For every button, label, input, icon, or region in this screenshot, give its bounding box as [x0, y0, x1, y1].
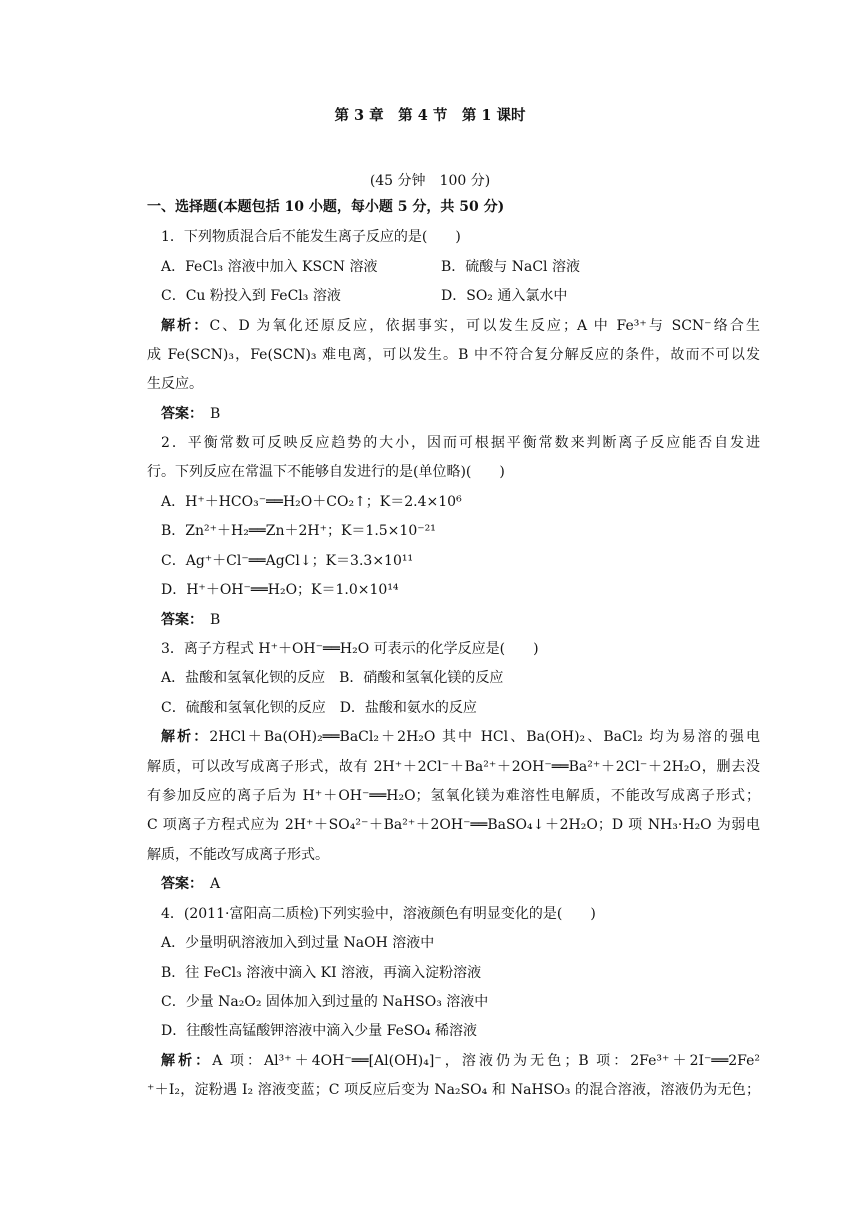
answer-label: 答案：: [161, 612, 196, 628]
q4-analysis-line: [161, 1051, 760, 1071]
q2-stem: 2．平衡常数可反映反应趋势的大小，因而可根据平衡常数来判断离子反应能否自发进: [161, 435, 760, 451]
q1-option-b: B．硫酸与 NaCl 溶液: [441, 259, 580, 275]
q1-analysis-line: 生反应。: [147, 376, 203, 392]
analysis-text: C、D 为氧化还原反应，依据事实，可以发生反应；A 中 Fe³⁺与 SCN⁻络合生: [209, 318, 761, 334]
answer-value: A: [210, 876, 221, 892]
q3-options-cd: C．硫酸和氢氧化钡的反应 D．盐酸和氨水的反应: [161, 700, 477, 716]
q2-option-d: D．H⁺＋OH⁻══H₂O；K＝1.0×10¹⁴: [161, 582, 399, 598]
page-title: 第 3 章 第 4 节 第 1 课时: [334, 107, 526, 124]
answer-label: 答案：: [161, 876, 196, 892]
analysis-label: 解析：: [161, 318, 210, 334]
q4-option-d: D．往酸性高锰酸钾溶液中滴入少量 FeSO₄ 稀溶液: [161, 1023, 478, 1039]
q3-analysis-line: C 项离子方程式应为 2H⁺＋SO₄²⁻＋Ba²⁺＋2OH⁻══BaSO₄↓＋2H₂O；D 项 NH₃·H₂O 为弱电: [147, 817, 760, 833]
q4-analysis-line: ⁺＋I₂，淀粉遇 I₂ 溶液变蓝；C 项反应后变为 Na₂SO₄ 和 NaHSO₃ 的混合溶液，溶液仍为无色；: [147, 1082, 760, 1098]
q2-option-a: A．H⁺＋HCO₃⁻══H₂O＋CO₂↑；K＝2.4×10⁶: [161, 494, 462, 510]
q1-option-d: D．SO₂ 通入氯水中: [441, 288, 568, 304]
q1-answer: [161, 404, 721, 424]
q3-stem: 3．离子方程式 H⁺＋OH⁻══H₂O 可表示的化学反应是( ): [161, 641, 539, 657]
q1-option-c: C．Cu 粉投入到 FeCl₃ 溶液: [161, 288, 341, 304]
q4-option-c: C．少量 Na₂O₂ 固体加入到过量的 NaHSO₃ 溶液中: [161, 994, 489, 1010]
analysis-text: A 项：Al³⁺＋4OH⁻══[Al(OH)₄]⁻，溶液仍为无色；B 项：2Fe³⁺＋2I⁻══2Fe²: [212, 1053, 761, 1069]
q2-option-c: C．Ag⁺＋Cl⁻══AgCl↓；K＝3.3×10¹¹: [161, 553, 414, 569]
analysis-label: 解析：: [161, 1053, 213, 1069]
q4-option-b: B．往 FeCl₃ 溶液中滴入 KI 溶液，再滴入淀粉溶液: [161, 965, 482, 981]
q1-stem: 1．下列物质混合后不能发生离子反应的是( ): [161, 229, 461, 245]
q3-answer: [161, 874, 721, 894]
q1-analysis-line: 成 Fe(SCN)₃，Fe(SCN)₃ 难电离，可以发生。B 中不符合复分解反应的条件，故而不可以发: [147, 347, 760, 363]
q4-option-a: A．少量明矾溶液加入到过量 NaOH 溶液中: [161, 935, 435, 951]
q2-stem: 行。下列反应在常温下不能够自发进行的是(单位略)( ): [147, 464, 505, 480]
q3-analysis-line: 解质，不能改写成离子形式。: [147, 847, 329, 863]
q3-analysis-line: 有参加反应的离子后为 H⁺＋OH⁻══H₂O；氢氧化镁为难溶性电解质，不能改写成离子形式；: [147, 788, 760, 804]
time-score-note: (45 分钟 100 分): [369, 173, 491, 189]
section-heading: 一、选择题(本题包括 10 小题，每小题 5 分，共 50 分): [147, 199, 505, 215]
answer-label: 答案：: [161, 406, 196, 422]
q4-stem: 4．(2011·富阳高二质检)下列实验中，溶液颜色有明显变化的是( ): [161, 906, 596, 922]
q1-option-a: A．FeCl₃ 溶液中加入 KSCN 溶液: [161, 259, 378, 275]
q3-analysis-line: 解质，可以改写成离子形式，故有 2H⁺＋2Cl⁻＋Ba²⁺＋2OH⁻══Ba²⁺＋2Cl⁻＋2H₂O，删去没: [147, 759, 760, 775]
q1-options-cd: [161, 286, 721, 306]
answer-value: B: [210, 612, 221, 628]
answer-value: B: [210, 406, 221, 422]
analysis-label: 解析：: [161, 729, 210, 745]
q1-options-ab: [161, 257, 721, 277]
q3-options-ab: A．盐酸和氢氧化钡的反应 B．硝酸和氢氧化镁的反应: [161, 670, 504, 686]
q3-analysis-line: [161, 727, 760, 747]
analysis-text: 2HCl＋Ba(OH)₂══BaCl₂＋2H₂O 其中 HCl、Ba(OH)₂、BaCl₂ 均为易溶的强电: [209, 729, 760, 745]
q1-analysis-line: [161, 316, 760, 336]
q2-answer: [161, 610, 721, 630]
q2-option-b: B．Zn²⁺＋H₂══Zn＋2H⁺；K＝1.5×10⁻²¹: [161, 523, 436, 539]
